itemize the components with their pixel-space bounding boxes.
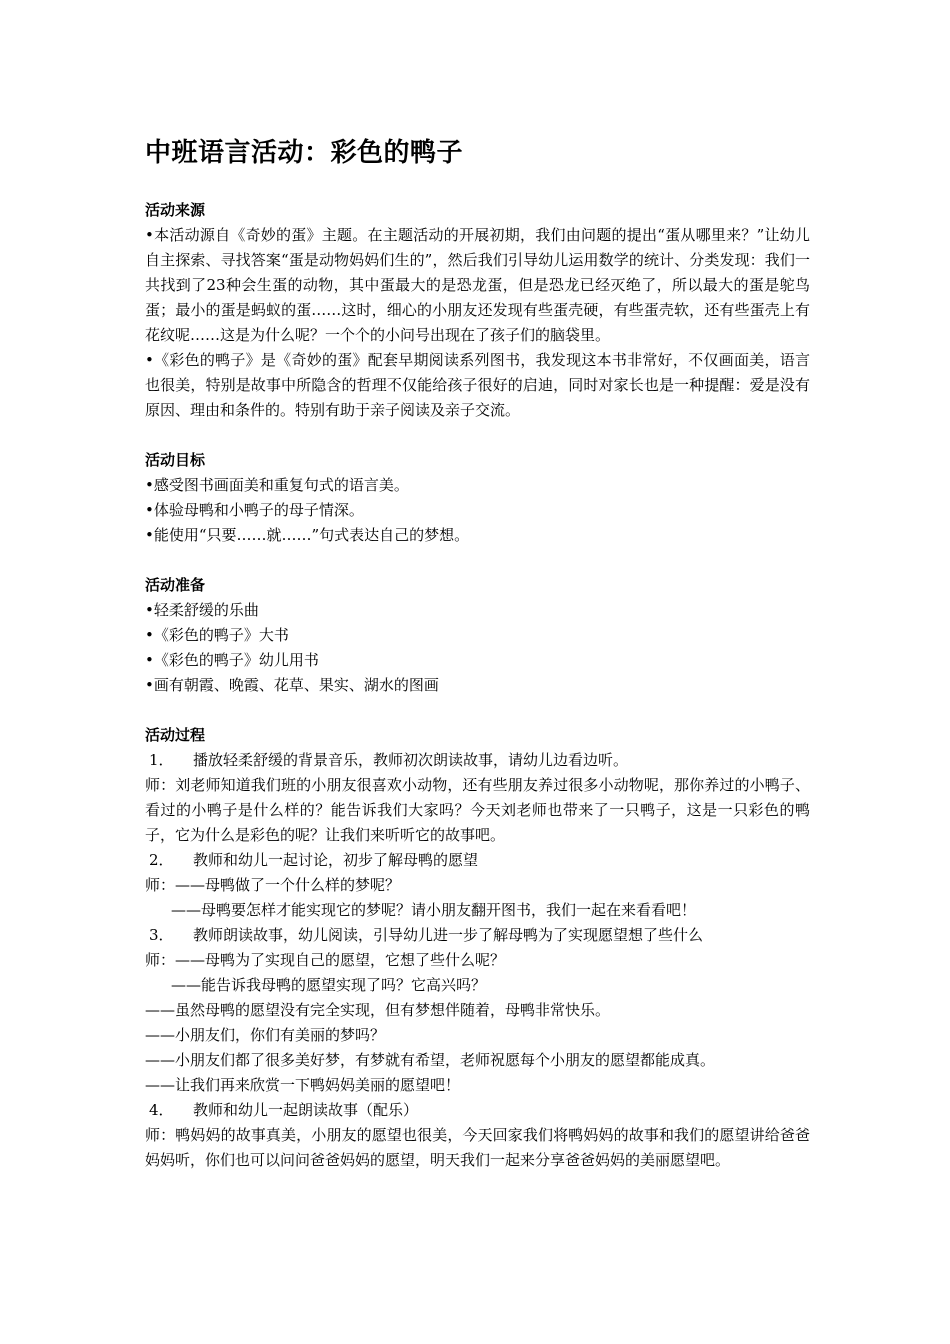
section-heading-goals: 活动目标 <box>145 451 206 469</box>
prep-item-4: •画有朝霞、晚霞、花草、果实、湖水的图画 <box>145 676 439 694</box>
section-prep <box>145 573 810 698</box>
step-number: 2． <box>149 851 174 869</box>
process-step-3-line-3: ——虽然母鸭的愿望没有完全实现，但有梦想伴随着，母鸭非常快乐。 <box>145 1001 611 1019</box>
goal-item-3: •能使用“只要……就……”句式表达自己的梦想。 <box>145 526 470 544</box>
section-heading-process: 活动过程 <box>145 726 206 744</box>
document-title: 中班语言活动：彩色的鸭子 <box>145 138 464 168</box>
step-number: 4． <box>149 1101 174 1119</box>
goal-item-1: •感受图书画面美和重复句式的语言美。 <box>145 476 409 494</box>
step-text: 播放轻柔舒缓的背景音乐，教师初次朗读故事，请幼儿边看边听。 <box>193 751 629 769</box>
process-step-3-line-2: ——能告诉我母鸭的愿望实现了吗？它高兴吗？ <box>171 976 487 994</box>
step-text: 教师和幼儿一起讨论，初步了解母鸭的愿望 <box>193 851 479 869</box>
process-step-2-line-1: 师：——母鸭做了一个什么样的梦呢？ <box>145 876 401 894</box>
section-goals <box>145 448 810 548</box>
step-number: 1． <box>149 751 174 769</box>
process-step-4 <box>145 1098 810 1123</box>
process-step-3-line-6: ——让我们再来欣赏一下鸭妈妈美丽的愿望吧！ <box>145 1076 461 1094</box>
prep-item-1: •轻柔舒缓的乐曲 <box>145 601 259 619</box>
goal-item-2: •体验母鸭和小鸭子的母子情深。 <box>145 501 364 519</box>
process-step-2 <box>145 848 810 873</box>
source-paragraph-1: •本活动源自《奇妙的蛋》主题。在主题活动的开展初期，我们由问题的提出“蛋从哪里来？”让幼儿自主探索、寻找答案“蛋是动物妈妈们生的”，然后我们引导幼儿运用数学的统计、分类发现：我们一共找到了23种会生蛋的动物，其中蛋最大的是恐龙蛋，但是恐龙已经灭绝了，所以最大的蛋是鸵鸟蛋；最小的蛋是蚂蚁的蛋……这时，细心的小朋友还发现有些蛋壳硬，有些蛋壳软，还有些蛋壳上有花纹呢……这是为什么呢？一个个的小问号出现在了孩子们的脑袋里。 <box>145 226 810 344</box>
prep-item-3: •《彩色的鸭子》幼儿用书 <box>145 651 319 669</box>
prep-item-2: •《彩色的鸭子》大书 <box>145 626 289 644</box>
process-step-3-line-5: ——小朋友们都了很多美好梦，有梦就有希望，老师祝愿每个小朋友的愿望都能成真。 <box>145 1051 716 1069</box>
process-step-3-line-4: ——小朋友们，你们有美丽的梦吗？ <box>145 1026 386 1044</box>
section-process <box>145 723 810 1173</box>
step-text: 教师朗读故事，幼儿阅读，引导幼儿进一步了解母鸭为了实现愿望想了些什么 <box>193 926 704 944</box>
step-number: 3． <box>149 926 174 944</box>
process-step-4-paragraph: 师：鸭妈妈的故事真美，小朋友的愿望也很美，今天回家我们将鸭妈妈的故事和我们的愿望讲给爸爸妈妈听，你们也可以问问爸爸妈妈的愿望，明天我们一起来分享爸爸妈妈的美丽愿望吧。 <box>145 1126 810 1169</box>
section-heading-prep: 活动准备 <box>145 576 206 594</box>
document-body <box>145 198 810 1173</box>
section-source <box>145 198 810 423</box>
source-paragraph-2: •《彩色的鸭子》是《奇妙的蛋》配套早期阅读系列图书，我发现这本书非常好，不仅画面美，语言也很美，特别是故事中所隐含的哲理不仅能给孩子很好的启迪，同时对家长也是一种提醒：爱是没有原因、理由和条件的。特别有助于亲子阅读及亲子交流。 <box>145 351 810 419</box>
process-step-2-line-2: ——母鸭要怎样才能实现它的梦呢？请小朋友翻开图书，我们一起在来看看吧！ <box>171 901 697 919</box>
section-heading-source: 活动来源 <box>145 201 206 219</box>
process-step-1-paragraph: 师：刘老师知道我们班的小朋友很喜欢小动物，还有些朋友养过很多小动物呢，那你养过的小鸭子、看过的小鸭子是什么样的？能告诉我们大家吗？今天刘老师也带来了一只鸭子，这是一只彩色的鸭子，它为什么是彩色的呢？让我们来听听它的故事吧。 <box>145 776 810 844</box>
process-step-3-line-1: 师：——母鸭为了实现自己的愿望，它想了些什么呢？ <box>145 951 506 969</box>
process-step-3 <box>145 923 810 948</box>
step-text: 教师和幼儿一起朗读故事（配乐） <box>193 1101 419 1119</box>
process-step-1 <box>145 748 810 773</box>
